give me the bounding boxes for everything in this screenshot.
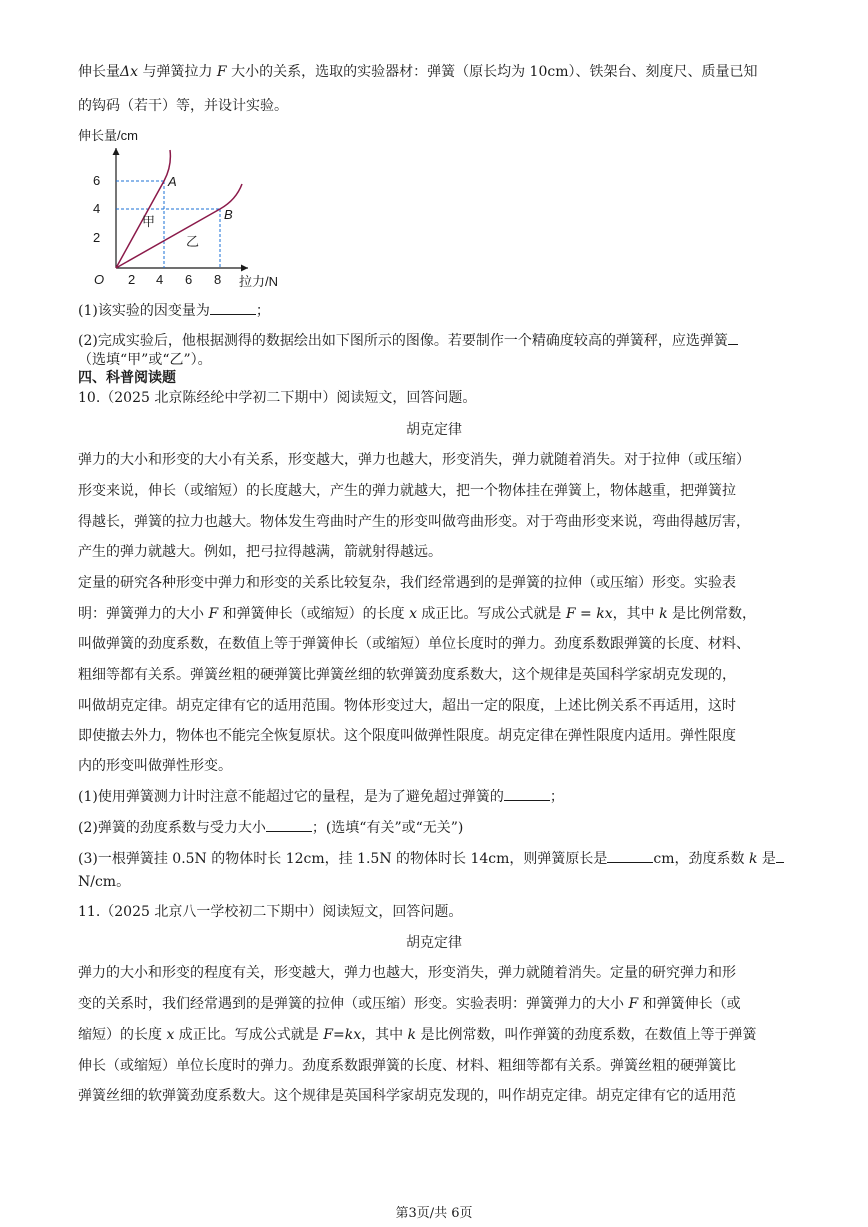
q10-para1-line: 得越长，弹簧的拉力也越大。物体发生弯曲时产生的形变叫做弯曲形变。对于弯曲形变来说，弯曲得越厉害， [78, 514, 750, 530]
y-axis-label: 伸长量/cm [78, 128, 138, 143]
k-symbol: k [749, 851, 758, 867]
q11-line: 伸长（或缩短）单位长度时的弹力。劲度系数跟弹簧的长度、材料、粗细等都有关系。弹簧丝粗的硬弹簧比 [78, 1058, 736, 1074]
x-tick-label: 4 [156, 272, 164, 287]
y-tick-label: 4 [93, 201, 101, 216]
text: (3)一根弹簧挂 0.5N 的物体时长 12cm，挂 1.5N 的物体时长 14cm，则弹簧原长是 [78, 851, 608, 867]
text: ，其中 [361, 1027, 408, 1043]
answer-blank[interactable] [266, 817, 312, 832]
x-tick-label: 8 [214, 272, 222, 287]
text: 明：弹簧弹力的大小 [78, 606, 209, 622]
text: 伸长量 [78, 64, 120, 80]
region-jia-label: 甲 [142, 214, 156, 229]
point-a-label: A [168, 174, 177, 189]
q10-para2-line: 叫做弹簧的劲度系数，在数值上等于弹簧伸长（或缩短）单位长度时的弹力。劲度系数跟弹簧的长度、材料、 [78, 636, 750, 652]
q10-heading: 10.（2025 北京陈经纶中学初二下期中）阅读短文，回答问题。 [78, 390, 477, 406]
text: (1)使用弹簧测力计时注意不能超过它的量程，是为了避免超过弹簧的 [78, 789, 504, 805]
q11-line: 弹力的大小和形变的程度有关，形变越大，弹力也越大，形变消失，弹力就随着消失。定量的研究弹力和形 [78, 965, 736, 981]
x-symbol: x [166, 1027, 175, 1043]
text: 是比例常数， [667, 606, 757, 622]
text: cm，劲度系数 [653, 851, 749, 867]
text: 变的关系时，我们经常遇到的是弹簧的拉伸（或压缩）形变。实验表明：弹簧弹力的大小 [78, 996, 629, 1012]
text: 是 [757, 851, 776, 867]
q10-q2 [78, 817, 463, 838]
text: (2)弹簧的劲度系数与受力大小 [78, 820, 266, 836]
text: ； [255, 303, 270, 319]
q10-title: 胡克定律 [406, 422, 462, 438]
point-b-label: B [224, 207, 233, 222]
q10-para1-line: 弹力的大小和形变的大小有关系，形变越大，弹力也越大，形变消失，弹力就随着消失。对于拉伸（或压缩） [78, 452, 750, 468]
answer-blank[interactable] [504, 786, 550, 801]
q9-part2-line1 [78, 330, 738, 351]
q11-line [78, 1025, 756, 1045]
force-symbol: F [208, 606, 219, 622]
extension-force-graph [76, 128, 296, 290]
y-tick-label: 6 [93, 173, 101, 188]
intro-line-2: 的钩码（若干）等，并设计实验。 [78, 98, 288, 114]
text: 与弹簧拉力 [138, 64, 217, 80]
text: 成正比。写成公式就是 [416, 606, 566, 622]
text: (1)该实验的因变量为 [78, 303, 210, 319]
text: ； [549, 789, 564, 805]
k-symbol: k [659, 606, 668, 622]
q11-title: 胡克定律 [406, 935, 462, 951]
page-footer: 第3页/共 6页 [395, 1206, 473, 1221]
k-symbol: k [407, 1027, 417, 1043]
q9-part1 [78, 300, 270, 321]
q10-para2-line: 粗细等都有关系。弹簧丝粗的硬弹簧比弹簧丝细的软弹簧劲度系数大，这个规律是英国科学家胡克发现的， [78, 667, 736, 683]
q10-para2-line: 叫做胡克定律。胡克定律有它的适用范围。物体形变过大，超出一定的限度，上述比例关系不再适用，这时 [78, 698, 736, 714]
q10-para2-line: 即使撤去外力，物体也不能完全恢复原状。这个限度叫做弹性限度。胡克定律在弹性限度内适用。弹性限度 [78, 728, 736, 744]
text: ，其中 [612, 606, 660, 622]
region-yi-label: 乙 [186, 234, 200, 249]
q10-q1 [78, 786, 564, 807]
x-tick-label: 2 [128, 272, 136, 287]
q11-line [78, 994, 741, 1014]
q10-para2-line: 内的形变叫做弹性形变。 [78, 758, 232, 774]
delta-x-symbol: Δx [120, 64, 139, 80]
text: 是比例常数，叫作弹簧的劲度系数，在数值上等于弹簧 [416, 1027, 757, 1043]
text: 大小的关系，选取的实验器材：弹簧（原长均为 10cm）、铁架台、刻度尺、质量已知 [226, 64, 758, 80]
text: 缩短）的长度 [78, 1027, 167, 1043]
text: ；(选填“有关”或“无关”) [311, 820, 464, 836]
q10-para1-line: 形变来说，伸长（或缩短）的长度越大，产生的弹力就越大，把一个物体挂在弹簧上，物体越重，把弹簧拉 [78, 483, 736, 499]
x-axis-label: 拉力/N [239, 274, 279, 289]
formula: F=kx [323, 1027, 362, 1043]
formula: F = kx [565, 606, 613, 622]
origin-label: O [94, 272, 105, 287]
q10-para1-line: 产生的弹力就越大。例如，把弓拉得越满，箭就射得越远。 [78, 544, 442, 560]
q10-para2-line: 定量的研究各种形变中弹力和形变的关系比较复杂，我们经常遇到的是弹簧的拉伸（或压缩）形变。实验表 [78, 575, 736, 591]
q10-q3 [78, 848, 784, 869]
answer-blank[interactable] [728, 330, 738, 345]
intro-line-1 [78, 62, 757, 82]
y-tick-label: 2 [93, 230, 101, 245]
answer-blank[interactable] [607, 848, 653, 863]
q9-part2-line2: （选填“甲”或“乙”）。 [78, 352, 212, 368]
q10-q3-line2: N/cm。 [78, 874, 131, 890]
x-symbol: x [409, 606, 417, 622]
spring-yi-curve [116, 184, 242, 268]
answer-blank[interactable] [776, 848, 784, 863]
x-tick-label: 6 [185, 272, 193, 287]
force-symbol: F [628, 996, 639, 1012]
answer-blank[interactable] [210, 300, 256, 315]
text: (2)完成实验后，他根据测得的数据绘出如下图所示的图像。若要制作一个精确度较高的弹簧秤，应选弹簧 [78, 333, 728, 349]
text: 成正比。写成公式就是 [174, 1027, 324, 1043]
q10-para2-line [78, 604, 756, 624]
q11-line: 弹簧丝细的软弹簧劲度系数大。这个规律是英国科学家胡克发现的，叫作胡克定律。胡克定律有它的适用范 [78, 1088, 736, 1104]
text: 和弹簧伸长（或缩短）的长度 [218, 606, 410, 622]
force-symbol: F [216, 64, 227, 80]
q11-heading: 11.（2025 北京八一学校初二下期中）阅读短文，回答问题。 [78, 904, 463, 920]
section-heading: 四、科普阅读题 [78, 370, 176, 386]
text: 和弹簧伸长（或 [638, 996, 741, 1012]
